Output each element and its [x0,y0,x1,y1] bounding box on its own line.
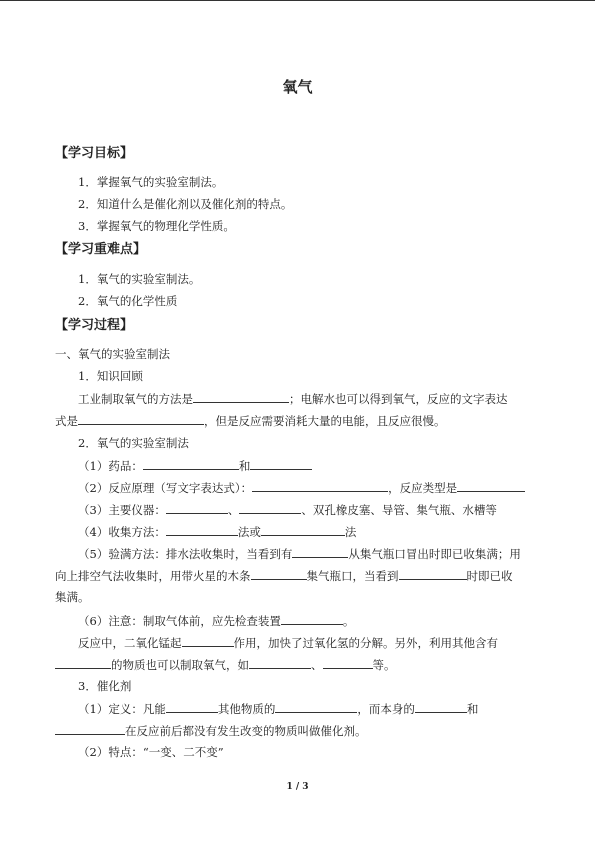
text: 工业制取氧气的方法是 [78,392,193,406]
text: 从集气瓶口冒出时即已收集满；用 [348,547,521,561]
fill-blank[interactable] [166,524,238,536]
fill-blank[interactable] [166,502,228,514]
text: ，反应类型是 [388,481,458,495]
fill-blank[interactable] [182,635,234,647]
paragraph-line [55,723,367,738]
subsection-heading: 3．催化剂 [78,679,132,693]
text: ；电解水也可以得到氧气，反应的文字表达 [289,392,508,406]
text: 集气瓶口，当看到 [306,569,399,583]
fill-blank[interactable] [250,458,312,470]
goals-header: 【学习目标】 [55,146,134,161]
paragraph-line [78,458,312,473]
subsection-heading: 1．知识回顾 [78,369,143,383]
section-heading: 一、氧气的实验室制法 [55,347,170,361]
text: （1）定义：凡能 [78,702,166,716]
paragraph-line [78,701,478,716]
page-number: 1 / 3 [286,782,309,792]
text: 和 [238,459,251,473]
fill-blank[interactable] [55,723,125,735]
key-point-item: 1．氧气的实验室制法。 [78,272,201,286]
fill-blank[interactable] [292,546,348,558]
paragraph-line [55,657,396,672]
text: 的物质也可以制取氧气，如 [111,658,249,672]
paragraph-line [78,480,525,495]
paragraph-line [55,413,446,428]
fill-blank[interactable] [143,458,239,470]
text: （2）反应原理（写文字表达式）： [78,481,253,495]
fill-blank[interactable] [399,568,467,580]
goal-item: 1．掌握氧气的实验室制法。 [78,175,224,189]
fill-blank[interactable] [457,480,525,492]
text: ，但是反应需要消耗大量的电能，且反应很慢。 [204,414,446,428]
paragraph-line [78,391,508,406]
text: （1）药品： [78,459,143,473]
text: 、双孔橡皮塞、导管、集气瓶、水槽等 [301,503,497,517]
fill-blank[interactable] [252,480,388,492]
subsection-heading: 2．氧气的实验室制法 [78,436,189,450]
text: 时即已收 [466,569,513,583]
text: ，而本身的 [357,702,415,716]
process-header: 【学习过程】 [55,318,134,333]
goal-item: 2．知道什么是催化剂以及催化剂的特点。 [78,197,293,211]
fill-blank[interactable] [323,657,373,669]
fill-blank[interactable] [55,657,111,669]
fill-blank[interactable] [415,701,467,713]
text: 。 [342,614,355,628]
text: 法或 [237,525,261,539]
text: 、 [227,503,240,517]
paragraph-line: 集满。 [55,590,90,604]
fill-blank[interactable] [261,524,345,536]
fill-blank[interactable] [281,613,343,625]
text: 向上排空气法收集时，用带火星的木条 [55,569,251,583]
text: （3）主要仪器： [78,503,166,517]
top-rule [0,0,595,1]
text: 其他物质的 [217,702,276,716]
text: （6）注意：制取气体前，应先检查装置 [78,614,281,628]
fill-blank[interactable] [193,391,289,403]
goal-item: 3．掌握氧气的物理化学性质。 [78,219,235,233]
fill-blank[interactable] [275,701,357,713]
key-point-item: 2．氧气的化学性质 [78,294,178,308]
text: （4）收集方法： [78,525,166,539]
paragraph-line [78,546,521,561]
text: 、 [311,658,323,672]
text: 法 [344,525,357,539]
paragraph-line [78,524,356,539]
fill-blank[interactable] [78,413,204,425]
text: 式是 [55,414,78,428]
fill-blank[interactable] [249,657,311,669]
fill-blank[interactable] [239,502,301,514]
text: 作用，加快了过氧化氢的分解。另外，利用其他含有 [233,636,498,650]
text: 等。 [372,658,396,672]
text: （5）验满方法：排水法收集时，当看到有 [78,547,293,561]
fill-blank[interactable] [251,568,307,580]
fill-blank[interactable] [166,701,218,713]
paragraph-line [78,613,354,628]
text: 和 [466,702,479,716]
paragraph-line: （2）特点：“一变、二不变” [78,745,224,759]
page-title: 氧气 [282,78,313,96]
paragraph-line [78,635,498,650]
key-points-header: 【学习重难点】 [55,242,147,257]
paragraph-line [78,502,497,517]
paragraph-line [55,568,513,583]
text: 在反应前后都没有发生改变的物质叫做催化剂。 [125,724,367,738]
text: 反应中，二氧化锰起 [78,636,182,650]
